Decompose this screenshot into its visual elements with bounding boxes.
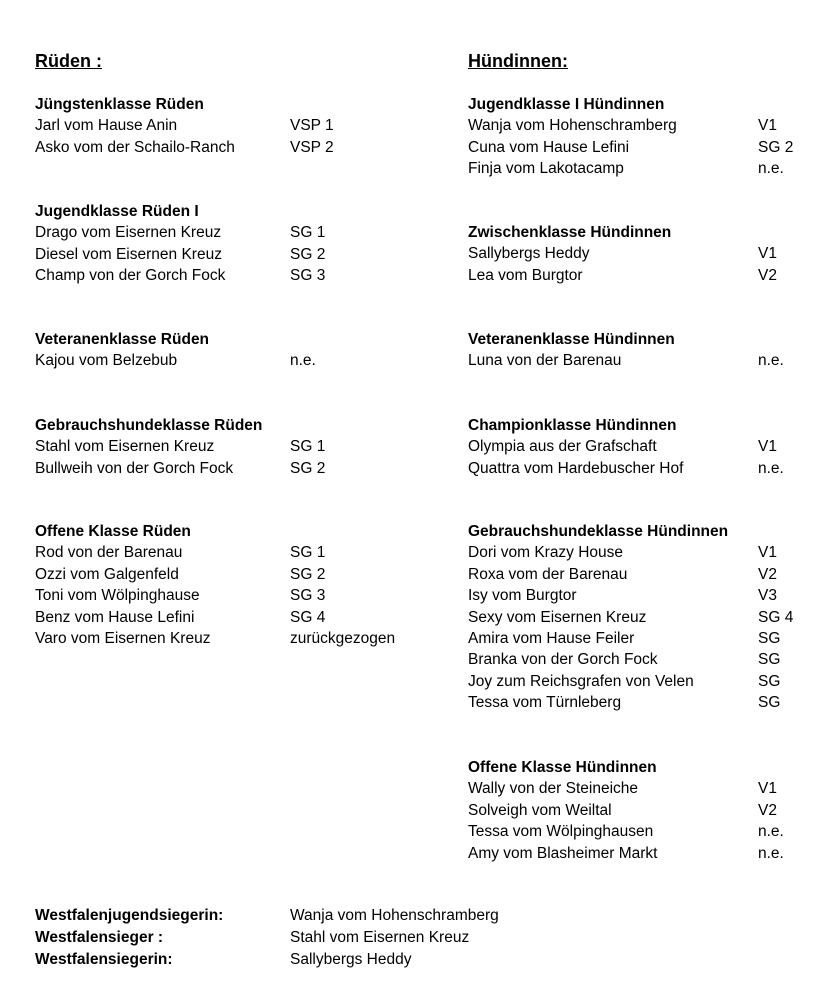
entry-row <box>35 436 326 457</box>
dog-result: SG 2 <box>290 245 326 263</box>
dog-name: Wanja vom Hohenschramberg <box>468 117 677 135</box>
dog-name: Roxa vom der Barenau <box>468 565 628 583</box>
entry-row <box>35 628 396 649</box>
dog-result: SG <box>758 651 781 669</box>
dog-name: Bullweih von der Gorch Fock <box>35 459 234 477</box>
dog-result: V1 <box>758 438 777 456</box>
dog-name: Wally von der Steineiche <box>468 780 639 798</box>
entry-row <box>468 692 781 713</box>
dog-result: n.e. <box>758 844 784 862</box>
class-section <box>468 757 784 864</box>
entry-row <box>468 265 777 286</box>
dog-result: SG 4 <box>758 608 794 626</box>
entry-row <box>468 778 777 799</box>
dog-name: Diesel vom Eisernen Kreuz <box>35 245 222 263</box>
dog-name: Amira vom Hause Feiler <box>468 629 635 647</box>
dog-name: Stahl vom Eisernen Kreuz <box>35 438 215 456</box>
class-title: Championklasse Hündinnen <box>468 417 677 434</box>
dog-result: n.e. <box>290 352 316 370</box>
dog-result: SG 2 <box>758 138 794 156</box>
entry-row <box>35 222 326 243</box>
dog-result: V1 <box>758 544 777 562</box>
class-section <box>35 329 316 372</box>
entry-row <box>468 137 794 158</box>
dog-name: Drago vom Eisernen Kreuz <box>35 224 222 242</box>
right-heading: Hündinnen: <box>468 51 568 71</box>
dog-result: V2 <box>758 565 777 583</box>
entry-row <box>468 821 784 842</box>
entry-row <box>35 564 326 585</box>
dog-name: Isy vom Burgtor <box>468 587 577 605</box>
dog-name: Luna von der Barenau <box>468 352 622 370</box>
dog-result: V2 <box>758 266 777 284</box>
dog-result: V1 <box>758 780 777 798</box>
class-section <box>35 415 326 479</box>
dog-name: Finja vom Lakotacamp <box>468 160 624 178</box>
dog-name: Joy zum Reichsgrafen von Velen <box>468 672 694 690</box>
entry-row <box>468 350 784 371</box>
dog-name: Champ von der Gorch Fock <box>35 267 226 285</box>
entry-row <box>468 607 794 628</box>
entry-row <box>468 649 781 670</box>
dog-name: Jarl vom Hause Anin <box>35 117 178 135</box>
dog-name: Solveigh vom Weiltal <box>468 801 612 819</box>
class-title: Jugendklasse Rüden I <box>35 203 199 220</box>
dog-name: Olympia aus der Grafschaft <box>468 438 657 456</box>
dog-result: n.e. <box>758 823 784 841</box>
dog-name: Varo vom Eisernen Kreuz <box>35 629 211 647</box>
entry-row <box>468 800 777 821</box>
dog-result: SG 2 <box>290 459 326 477</box>
dog-result: SG 1 <box>290 544 326 562</box>
dog-result: n.e. <box>758 352 784 370</box>
class-title: Zwischenklasse Hündinnen <box>468 224 672 241</box>
dog-name: Asko vom der Schailo-Ranch <box>35 138 235 156</box>
entry-row <box>468 671 781 692</box>
class-title: Offene Klasse Rüden <box>35 523 191 540</box>
class-title: Offene Klasse Hündinnen <box>468 759 657 776</box>
dog-name: Dori vom Krazy House <box>468 544 624 562</box>
entry-row <box>468 628 781 649</box>
dog-result: SG 2 <box>290 565 326 583</box>
entry-row <box>35 350 316 371</box>
dog-result: SG 4 <box>290 608 326 626</box>
class-section <box>35 94 334 158</box>
class-title: Veteranenklasse Hündinnen <box>468 331 675 348</box>
winner-label: Westfalensieger : <box>35 928 164 946</box>
left-heading: Rüden : <box>35 51 102 71</box>
entry-row <box>35 244 326 265</box>
dog-name: Ozzi vom Galgenfeld <box>35 565 179 583</box>
entry-row <box>468 585 777 606</box>
entry-row <box>35 542 326 563</box>
dog-result: V3 <box>758 587 777 605</box>
winner-label: Westfalensiegerin: <box>35 950 173 968</box>
dog-name: Amy vom Blasheimer Markt <box>468 844 658 862</box>
dog-name: Kajou vom Belzebub <box>35 352 178 370</box>
dog-result: V1 <box>758 117 777 135</box>
entry-row <box>468 115 777 136</box>
entry-row <box>468 542 777 563</box>
dog-name: Quattra vom Hardebuscher Hof <box>468 459 684 477</box>
dog-result: V2 <box>758 801 777 819</box>
class-section <box>468 222 777 286</box>
class-title: Gebrauchshundeklasse Hündinnen <box>468 523 729 540</box>
class-title: Veteranenklasse Rüden <box>35 331 210 348</box>
dog-result: zurückgezogen <box>290 629 396 647</box>
dog-result: SG <box>758 694 781 712</box>
dog-name: Tessa vom Wölpinghausen <box>468 823 654 841</box>
winner-value: Wanja vom Hohenschramberg <box>290 907 499 924</box>
dog-name: Tessa vom Türnleberg <box>468 694 622 712</box>
dog-name: Cuna vom Hause Lefini <box>468 138 630 156</box>
dog-name: Lea vom Burgtor <box>468 266 583 284</box>
dog-result: SG 3 <box>290 267 326 285</box>
entry-row <box>468 158 784 179</box>
dog-result: V1 <box>758 245 777 263</box>
class-section <box>35 521 396 649</box>
dog-result: SG 3 <box>290 587 326 605</box>
winner-value: Sallybergs Heddy <box>290 950 412 968</box>
dog-result: n.e. <box>758 459 784 477</box>
winner-value: Stahl vom Eisernen Kreuz <box>290 928 470 946</box>
class-section <box>468 94 794 180</box>
entry-row <box>468 843 784 864</box>
dog-result: VSP 2 <box>290 138 334 156</box>
dog-name: Branka von der Gorch Fock <box>468 651 658 669</box>
class-section <box>468 415 784 479</box>
entry-row <box>35 265 326 286</box>
winner-label: Westfalenjugendsiegerin: <box>35 907 224 924</box>
class-title: Jüngstenklasse Rüden <box>35 96 204 113</box>
dog-result: SG 1 <box>290 438 326 456</box>
dog-result: SG <box>758 672 781 690</box>
entry-row <box>468 458 784 479</box>
dog-name: Rod von der Barenau <box>35 544 183 562</box>
dog-name: Toni vom Wölpinghause <box>35 587 200 605</box>
dog-name: Sexy vom Eisernen Kreuz <box>468 608 647 626</box>
entry-row <box>468 243 777 264</box>
dog-name: Benz vom Hause Lefini <box>35 608 195 626</box>
entry-row <box>468 436 777 457</box>
class-title: Jugendklasse I Hündinnen <box>468 96 665 113</box>
entry-row <box>35 137 334 158</box>
entry-row <box>35 115 334 136</box>
class-title: Gebrauchshundeklasse Rüden <box>35 417 263 434</box>
dog-name: Sallybergs Heddy <box>468 245 590 263</box>
class-section <box>468 329 784 372</box>
dog-result: VSP 1 <box>290 117 334 135</box>
class-section <box>35 201 326 287</box>
dog-result: SG <box>758 629 781 647</box>
entry-row <box>35 585 326 606</box>
class-section <box>468 521 794 714</box>
dog-result: n.e. <box>758 160 784 178</box>
entry-row <box>468 564 777 585</box>
entry-row <box>35 607 326 628</box>
entry-row <box>35 458 326 479</box>
dog-result: SG 1 <box>290 224 326 242</box>
